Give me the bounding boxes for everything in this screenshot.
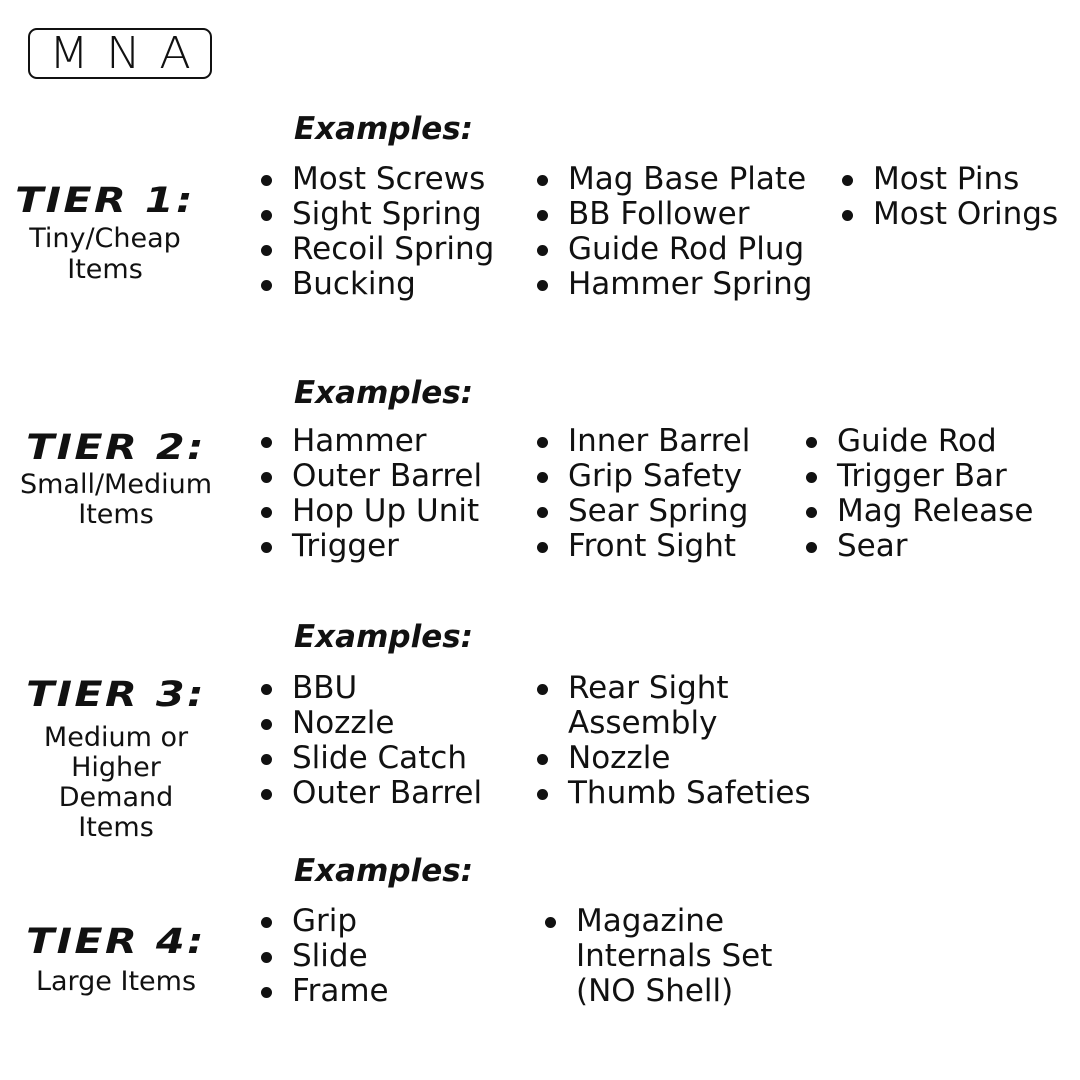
tier-2-column-3: [803, 424, 1033, 564]
list-item: Nozzle: [534, 741, 811, 776]
list-item: Most Screws: [258, 162, 494, 197]
list-item: Trigger: [258, 529, 482, 564]
list-item: Sight Spring: [258, 197, 494, 232]
tier-3-label: [10, 675, 222, 843]
list-item: Slide: [258, 939, 389, 974]
list-item-line: (NO Shell): [576, 973, 734, 1009]
list-item: BB Follower: [534, 197, 812, 232]
list-item: Hammer: [258, 424, 482, 459]
tier-1-column-1: [258, 162, 494, 302]
tier-3-subtitle-line: Medium or: [43, 722, 189, 753]
tier-3-title: TIER 3:: [26, 675, 206, 715]
list-item: Front Sight: [534, 529, 750, 564]
tier-2-column-1: [258, 424, 482, 564]
list-item: BBU: [258, 671, 482, 706]
list-item: Mag Base Plate: [534, 162, 812, 197]
list-item: Outer Barrel: [258, 776, 482, 811]
list-item: Mag Release: [803, 494, 1033, 529]
list-item-line: Magazine: [576, 903, 725, 939]
list-item: Most Orings: [839, 197, 1058, 232]
tier-1-column-2: [534, 162, 812, 302]
list-item: Sear Spring: [534, 494, 750, 529]
tier-2-examples-heading: Examples:: [294, 375, 474, 411]
tier-1-label: [10, 181, 200, 285]
tier-4-subtitle-line: Large Items: [35, 966, 197, 997]
tier-4-column-1: [258, 904, 389, 1009]
list-item: Inner Barrel: [534, 424, 750, 459]
list-item: [534, 671, 811, 741]
tier-1-examples-heading: Examples:: [294, 111, 474, 147]
tier-1-column-3: [839, 162, 1058, 232]
list-item: Outer Barrel: [258, 459, 482, 494]
tier-1-title: TIER 1:: [15, 181, 195, 221]
tier-4-title: TIER 4:: [26, 922, 206, 962]
list-item-line: Rear Sight: [568, 670, 729, 706]
mna-logo: [28, 28, 212, 79]
tier-3-column-1: [258, 671, 482, 811]
tier-3-column-2: [534, 671, 811, 811]
list-item: Thumb Safeties: [534, 776, 811, 811]
list-item: Grip Safety: [534, 459, 750, 494]
tier-2-subtitle-line: Small/Medium: [19, 469, 213, 500]
list-item: Sear: [803, 529, 1033, 564]
list-item: Slide Catch: [258, 741, 482, 776]
tier-4-examples-heading: Examples:: [294, 853, 474, 889]
list-item: Hammer Spring: [534, 267, 812, 302]
list-item: Guide Rod Plug: [534, 232, 812, 267]
list-item: [542, 904, 772, 1009]
list-item-line: Internals Set: [576, 938, 773, 974]
list-item: Trigger Bar: [803, 459, 1033, 494]
tier-4-label: [14, 922, 218, 997]
logo-letter-a: A: [159, 27, 192, 79]
tier-2-subtitle-line: Items: [78, 499, 154, 530]
list-item: Bucking: [258, 267, 494, 302]
logo-letter-m: M: [48, 27, 89, 79]
tier-3-examples-heading: Examples:: [294, 619, 474, 655]
list-item: Grip: [258, 904, 389, 939]
list-item-line: Assembly: [568, 705, 718, 741]
logo-letter-n: N: [106, 27, 142, 79]
list-item: Recoil Spring: [258, 232, 494, 267]
tier-2-title: TIER 2:: [26, 428, 206, 468]
tier-3-subtitle-line: Items: [78, 812, 154, 843]
list-item: Most Pins: [839, 162, 1058, 197]
list-item: Frame: [258, 974, 389, 1009]
list-item: Hop Up Unit: [258, 494, 482, 529]
tier-1-subtitle-line: Items: [67, 254, 143, 285]
tier-1-subtitle-line: Tiny/Cheap: [29, 223, 181, 254]
tier-4-column-2: [542, 904, 772, 1009]
tier-3-subtitle-line: Demand: [58, 782, 174, 813]
tier-2-column-2: [534, 424, 750, 564]
tier-3-subtitle-line: Higher: [71, 752, 161, 783]
tier-2-label: [6, 428, 226, 530]
list-item: Nozzle: [258, 706, 482, 741]
list-item: Guide Rod: [803, 424, 1033, 459]
